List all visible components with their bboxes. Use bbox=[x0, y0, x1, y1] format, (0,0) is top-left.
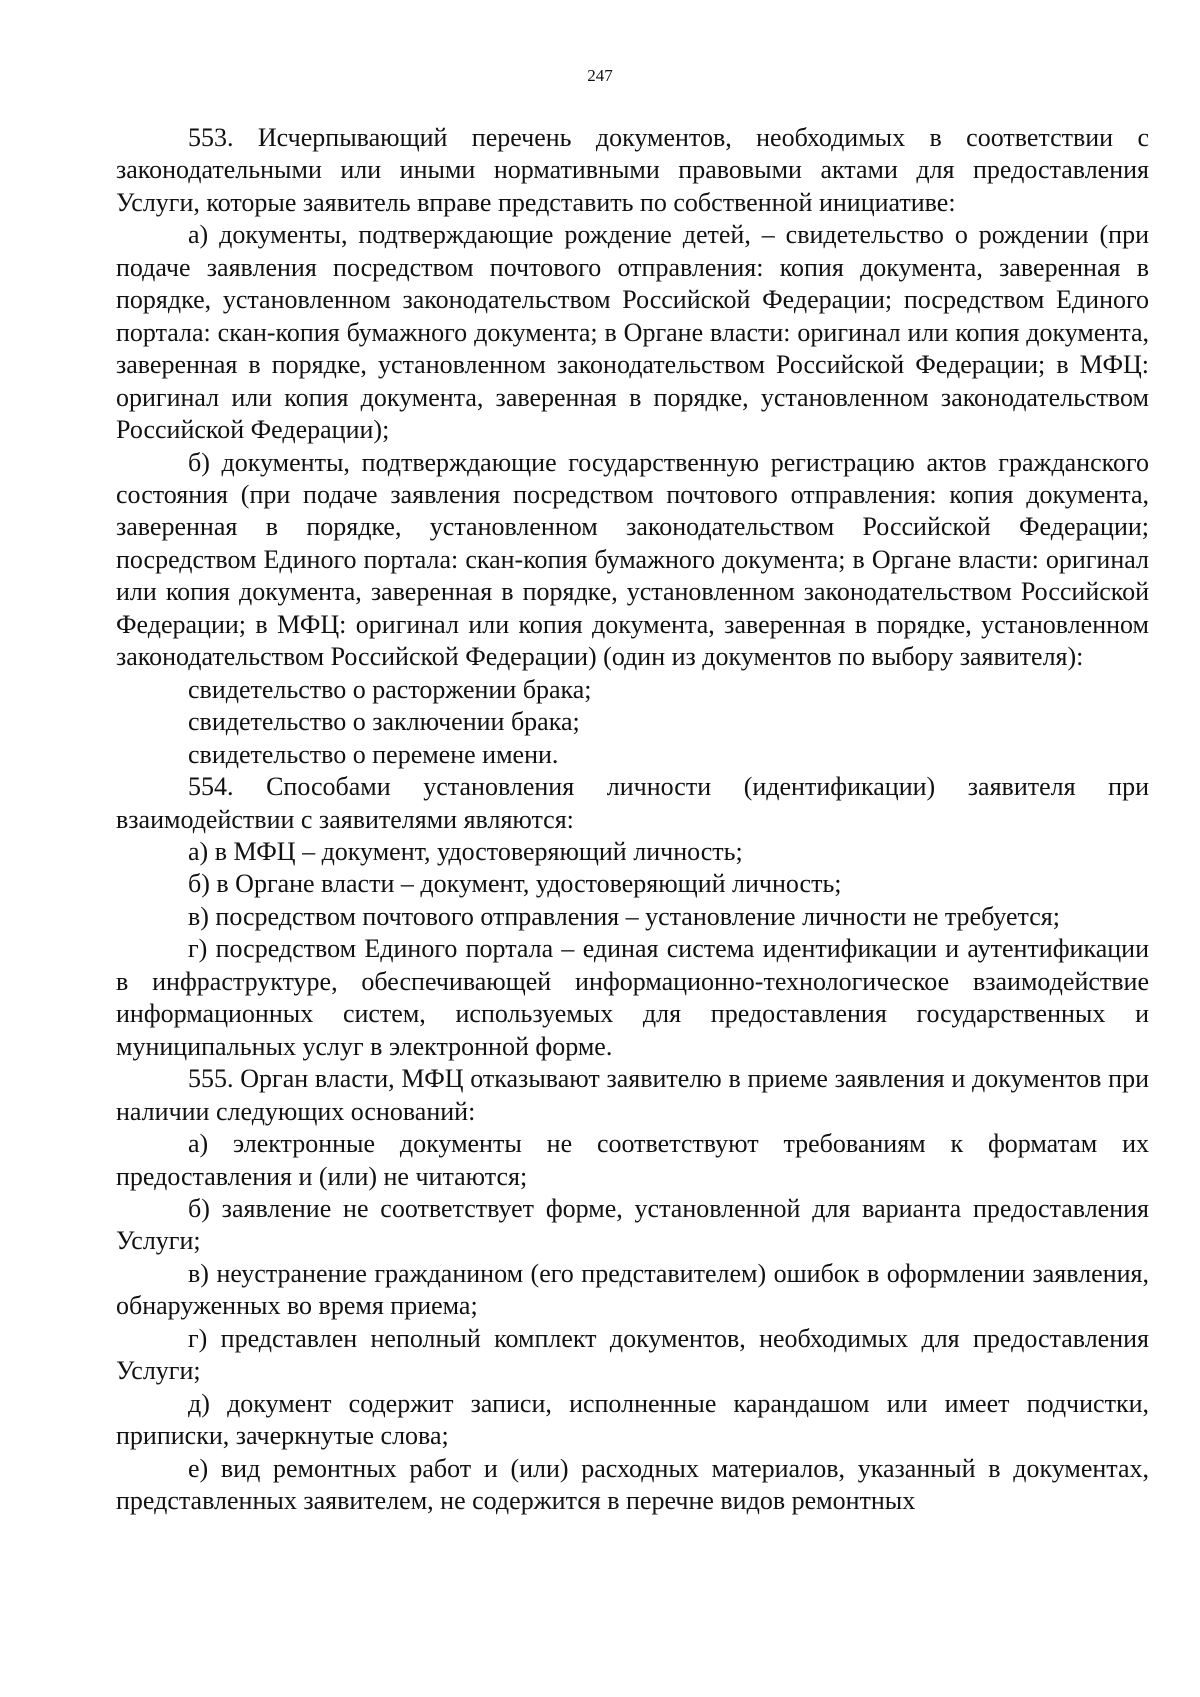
paragraph-554-b: б) в Органе власти – документ, удостоверяющий личность; bbox=[188, 869, 842, 899]
paragraph-555: 555. Орган власти, МФЦ отказывают заявителю в приеме заявления и документов при наличии следующих оснований: bbox=[116, 1064, 1149, 1126]
paragraph-555-e: д) документ содержит записи, исполненные карандашом или имеет подчистки, приписки, зачеркнутые слова; bbox=[116, 1388, 1149, 1451]
paragraph-554-c: в) посредством почтового отправления – установление личности не требуется; bbox=[188, 901, 1060, 931]
paragraph-553-b: б) документы, подтверждающие государственную регистрацию актов гражданского состояния (при подаче заявления посредством почтового отправления: копия документа, заверенная в порядке, установленном законодательством Российской Федерации; посредством Единого портала: скан-копия бумажного документа; в Органе власти: оригинал или копия документа, заверенная в порядке, установленном законодательством Российской Федерации; в МФЦ: оригинал или копия документа, заверенная в порядке, установленном законодательством Российской Федерации) (один из документов по выбору заявителя): bbox=[116, 447, 1149, 672]
paragraph-554-a: а) в МФЦ – документ, удостоверяющий личность; bbox=[188, 836, 743, 866]
paragraph-554: 554. Способами установления личности (идентификации) заявителя при взаимодействии с заявителями являются: bbox=[116, 772, 1149, 834]
document-body bbox=[116, 122, 1149, 1517]
paragraph-553: 553. Исчерпывающий перечень документов, необходимых в соответствии с законодательными или иными нормативными правовыми актами для предоставления Услуги, которые заявитель вправе представить по собственной инициативе: bbox=[116, 123, 1149, 217]
list-item-divorce-certificate: свидетельство о расторжении брака; bbox=[188, 674, 592, 704]
list-item-marriage-certificate: свидетельство о заключении брака; bbox=[188, 707, 580, 737]
paragraph-555-d: г) представлен неполный комплект документов, необходимых для предоставления Услуги; bbox=[116, 1323, 1149, 1386]
paragraph-554-d: г) посредством Единого портала – единая система идентификации и аутентификации в инфраструктуре, обеспечивающей информационно-технологическое взаимодействие информационных систем, используемых для предоставления государственных и муниципальных услуг в электронной форме. bbox=[116, 934, 1149, 1061]
page-number: 247 bbox=[587, 66, 613, 85]
paragraph-555-f: е) вид ремонтных работ и (или) расходных материалов, указанный в документах, представленных заявителем, не содержится в перечне видов ремонтных bbox=[116, 1453, 1149, 1516]
paragraph-555-b: б) заявление не соответствует форме, установленной для варианта предоставления Услуги; bbox=[116, 1193, 1149, 1256]
paragraph-555-c: в) неустранение гражданином (его представителем) ошибок в оформлении заявления, обнаруженных во время приема; bbox=[116, 1258, 1149, 1321]
paragraph-555-a: а) электронные документы не соответствуют требованиям к форматам их предоставления и (или) не читаются; bbox=[116, 1129, 1149, 1191]
list-item-name-change-certificate: свидетельство о перемене имени. bbox=[188, 739, 559, 769]
paragraph-553-a: а) документы, подтверждающие рождение детей, – свидетельство о рождении (при подаче заявления посредством почтового отправления: копия документа, заверенная в порядке, установленном законодательством Российской Федерации; посредством Единого портала: скан-копия бумажного документа; в Органе власти: оригинал или копия документа, заверенная в порядке, установленном законодательством Российской Федерации; в МФЦ: оригинал или копия документа, заверенная в порядке, установленном законодательством Российской Федерации); bbox=[116, 220, 1149, 445]
